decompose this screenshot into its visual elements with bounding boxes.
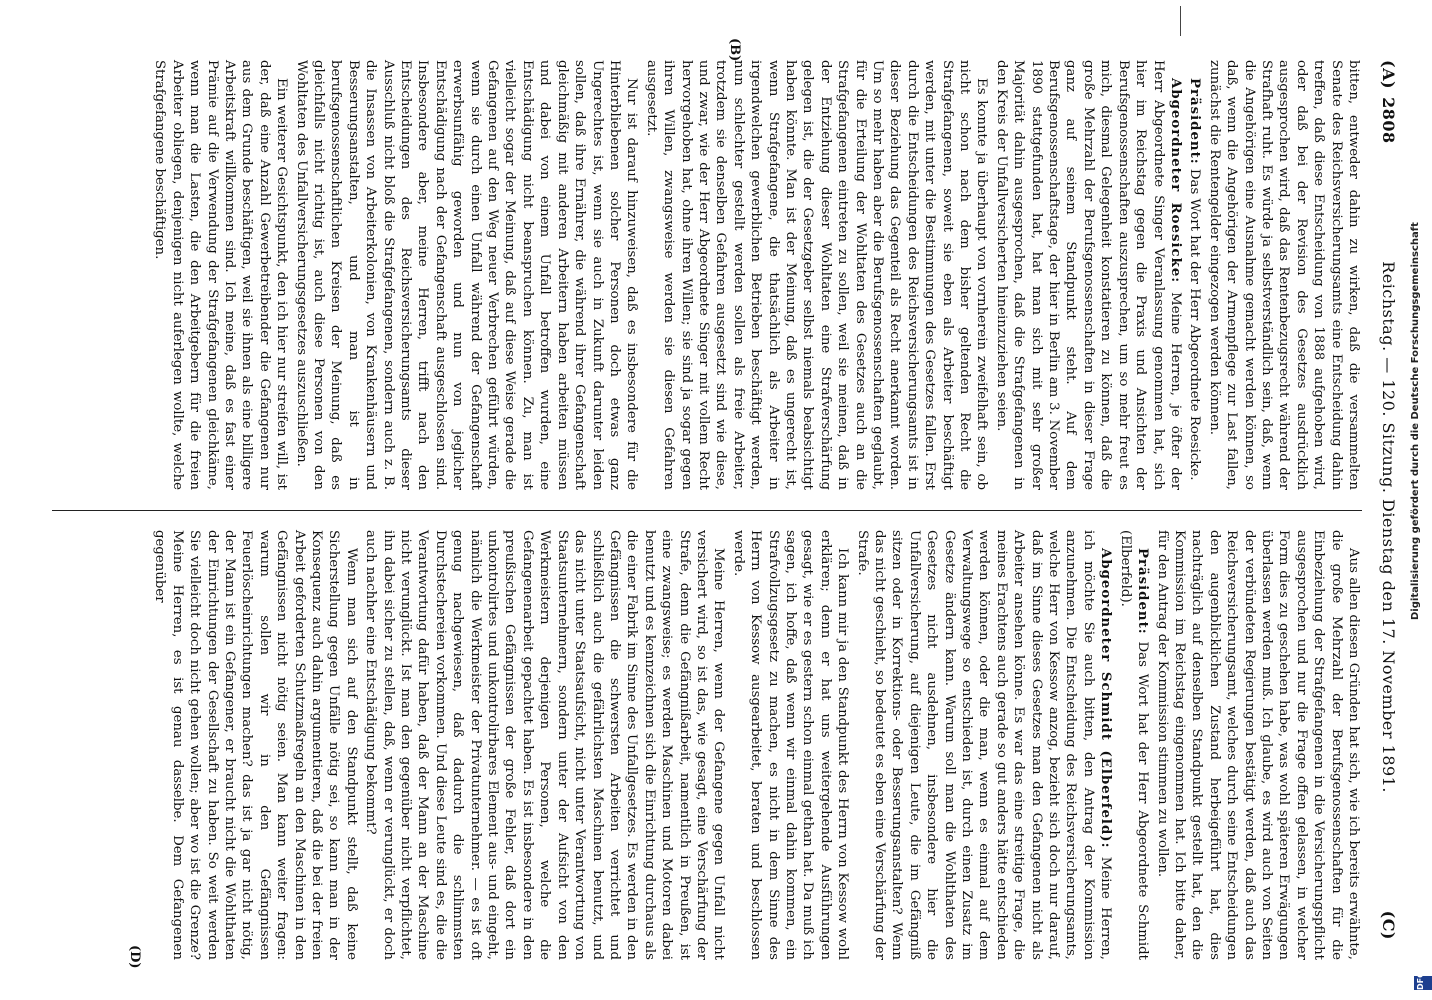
speaker-name: Abgeordneter Schmidt (Elberfeld): [1098, 548, 1114, 849]
paragraph-text: Aus allen diesen Gründen hat sich, wie ich bereits erwähnte, die große Mehrzahl der Berufsgenossenschaften für die Einbeziehung der Strafgefangenen in die Versicherungspflicht ausgesprochen und nur die Frage offen gelassen, in welcher Form dies zu geschehen habe, was wohl späteren Erwägungen überlassen werden muß. Ich glaube, es wird auch von Seiten der verbündeten Regierungen bestätigt werden, daß auch das Reichsversicherungsamt, welches durch seine Entscheidungen den augenblicklichen Zustand herbeigeführt hat, dies nachträglich auf denselben Standpunkt gestellt hat, den die Kommission im Reichstag eingenommen hat. Ich bitte daher, für den Antrag der Kommission stimmen zu wollen. [1154, 530, 1361, 960]
paragraph-text: bitten, entweder dahin zu wirken, daß die versammelten Senate des Reichsversicherungsamts eine Entscheidung dahin treffen, daß diese Entscheidung von 1888 aufgehoben wird, oder daß bei der Revision des Gesetzes ausdrücklich ausgesprochen wird, daß das Rentenbezugsrecht während der Strafhaft ruht. Es würde ja selbstverständlich sein, daß, wenn die Angehörigen eine Ausnahme gemacht werden können, so daß, wenn die Angehörigen der Armenpflege zur Last fallen, zunächst die Rentengelder eingezogen werden können. [1206, 60, 1361, 490]
right-column-paragraph [1116, 530, 1151, 960]
paragraph-text: Nur ist darauf hinzuweisen, daß es insbesondere für die Hinterbliebenen solcher Personen doch etwas ganz Ungerechtes ist, wenn sie auch in Zukunft darunter leiden sollen, daß ihre Ernährer, die während ihrer Gefangenschaft gleichmäßig mit anderen Arbeitern haben arbeiten müssen und dabei von einem Unfall betroffen wurden, eine Entschädigung nicht beanspruchen können. Zu, man ist vielleicht sogar der Meinung, daß auf diese Weise gerade die Gefangenen auf den Weg neuer Verbrechen geführt würden, wenn sie durch einen Unfall während der Gefangenschaft erwerbsunfähig geworden und nun von jeglicher Entschädigung nach der Gefangenschaft ausgeschlossen sind. Insbesondere aber, meine Herren, trifft nach den Entscheidungen des Reichsversicherungsamts dieser Ausschluß nicht bloß die Strafgefangenen, sondern auch z. B. die Insassen von Arbeiterkolonien, von Krankenhäusern und Besserungsanstalten, und man ist in berufsgenossenschaftlichen Kreisen der Meinung, daß es gleichfalls nicht richtig ist, auch diese Personen von den Wohltaten des Unfallversicherungsgesetzes auszuschließen. [293, 60, 640, 490]
right-column-paragraph [362, 530, 728, 960]
left-column-paragraph [292, 60, 640, 490]
right-text-column [149, 530, 1362, 960]
column-divider [52, 510, 1362, 511]
left-text-column [149, 60, 1362, 490]
speaker-name: Präsident: [1187, 78, 1203, 165]
paragraph-text: Das Wort hat der Herr Abgeordnete Roesicke. [1187, 164, 1203, 481]
left-column-paragraph [151, 60, 290, 490]
paragraph-text: Wenn man sich auf den Standpunkt stellt, daß keine Sicherstellung gegen Unfälle nötig sei, so kann man in der Konsequenz auch dahin argumentieren, daß die bei der freien Arbeit geforderten Schutzmaßregeln an den Maschinen in den Gefängnissen nicht nötig seien. Man kann weiter fragen: warum sollen wir in den Gefängnissen Feuerlöscheinrichtungen machen? das ist ja gar nicht nötig, der Mann ist ein Gefangener, er braucht nicht die Wohlthaten der Einrichtungen der Gesellschaft zu haben. So weit werden Sie vielleicht doch nicht gehen wollen; aber wo ist die Grenze? Meine Herren, es ist genau dasselbe. Dem Gefangenen gegenüber [152, 530, 359, 960]
right-column-paragraph [853, 530, 1114, 960]
running-title: Reichstag. — 120. Sitzung. Dienstag den 17. November 1891. [1379, 261, 1399, 793]
margin-mark-b: (B) [727, 38, 742, 62]
margin-mark-d: (D) [127, 945, 142, 969]
dfg-logo: DFG [1414, 976, 1432, 990]
speaker-name: Abgeordneter Roesicke: [1167, 78, 1183, 284]
left-column-paragraph [992, 60, 1183, 490]
paragraph-text: Ein weiterer Gesichtspunkt, den ich hier nur streifen will, ist der, daß eine Anzahl Gewerbetreibender die Gefangenen nur aus dem Grunde beschäftigen, weil sie ihnen als eine billigere Arbeitskraft willkommen sind. Ich meine, daß es fast einer Prämie auf die Verwendung der Strafgefangenen gleichkäme, wenn man die Lasten, die den Arbeitgebern für die freien Arbeiter obliegen, denjenigen nicht auferlegen wollte, welche Strafgefangene beschäftigen. [152, 60, 290, 490]
right-column-paragraph [729, 530, 851, 960]
header-right-mark: (C) [1379, 910, 1399, 940]
left-column-paragraph [642, 60, 990, 490]
paragraph-text: Meine Herren, ich möchte Sie auch bitten, den Antrag der Kommission anzunehmen. Die Entscheidung des Reichsversicherungsamts, welche Herr von Kessow anzog, bezieht sich doch nur darauf, daß im Sinne dieses Gesetzes man den Gefangenen nicht als Arbeiter ansehen könne. Es war das eine streitige Frage, die meines Erachtens auch gerade so gut anders hätte entschieden werden können, oder die man, wenn es einmal auf dem Verwaltungswege so entschieden ist, durch einen Zusatz im Gesetze ändern kann. Warum soll man die Wohlthaten des Gesetzes nicht ausdehnen, insbesondere hier die Unfallversicherung, auf diejenigen Leute, die im Gefängniß sitzen oder in Korrektions- oder Besserungsanstalten? Wenn das nicht geschieht, so bedeutet es eben eine Verschärfung der Strafe. [854, 530, 1114, 960]
paragraph-text: Das Wort hat der Herr Abgeordnete Schmidt (Elberfeld). [1117, 530, 1151, 960]
paragraph-text: Es konnte ja überhaupt von vornherein zweifelhaft sein, ob nicht schon nach dem bisher geltenden Recht die Strafgefangenen, soweit sie eben als Arbeiter beschäftigt werden, mit unter die Bestimmungen des Gesetzes fallen. Erst durch die Entscheidungen des Reichsversicherungsamts ist in dieser Beziehung das Gegenteil als Recht anerkannt worden. Um so mehr haben aber die Berufsgenossenschaften geglaubt, für die Erteilung der Wohltaten des Gesetzes auch an die Strafgefangenen eintreten zu sollen, weil sie meinen, daß in der Entziehung dieser Wohltaten eine Strafverschärfung gelegen ist, die der Gesetzgeber selbst niemals beabsichtigt haben könnte. Man ist der Meinung, daß es ungerecht ist, wenn Strafgefangene, die thatsächlich als Arbeiter in irgendwelchen gewerblichen Betrieben beschäftigt werden, nun schlechter gestellt werden sollen als freie Arbeiter, trotzdem sie denselben Gefahren ausgesetzt sind wie diese, und zwar, wie der Herr Abgeordnete Singer mit vollem Recht hervorgehoben hat, ohne ihren Willen; sie sind ja sogar gegen ihren Willen, zwangsweise werden sie diesen Gefahren ausgesetzt. [643, 60, 990, 490]
right-column-paragraph [1153, 530, 1362, 960]
page-number: 2808 [1379, 97, 1399, 144]
paragraph-text: Meine Herren, wenn der Gefangene gegen Unfall nicht versichert wird, so ist das, wie gesagt, eine Verschärfung der Strafe, denn die Gefängnißarbeit, namentlich in Preußen, ist eine zwangsweise; es werden Maschinen und Motoren dabei benutzt und es kennzeichnen sich die Einrichtung durchaus als die einer Fabrik im Sinne des Unfallgesetzes. Es werden in den Gefängnissen die schwersten Arbeiten verrichtet und schließlich auch die gefährlichsten Maschinen benutzt, und das nicht unter Staatsaufsicht, nicht unter Verantwortung von Staatsunternehmern, sondern unter der Aufsicht von den Werkmeistern derjenigen Personen, welche die Gefangenenarbeit gepachtet haben. Es ist insbesondere in den preußischen Gefängnissen der große Fehler, daß dort ein unkontrolirtes und unkontrolirbares Element aus- und eingeht, nämlich die Werkmeister der Privatunternehmer. — es ist oft genug nachgewiesen, daß dadurch die schlimmsten Durchstechereien vorkommen. Und diese Leute sind es, die die Verantwortung dafür haben, daß der Mann an der Maschine nicht verunglückt. Ist man den gegenüber nicht verpflichtet, ihn dabei sicher zu stellen, daß, wenn er verunglückt, er doch auch nachher eine Entschädigung bekommt? [363, 530, 727, 960]
speaker-name: Präsident: [1135, 548, 1151, 635]
header-left-mark: (A) [1379, 60, 1399, 90]
digitization-credit: Digitalisierung gefördert durch die Deutsche Forschungsgemeinschaft [1410, 222, 1421, 620]
left-column-paragraph [1186, 60, 1203, 490]
right-column-paragraph [151, 530, 360, 960]
left-column-paragraph [1205, 60, 1362, 490]
paragraph-text: Ich kann mir ja den Standpunkt des Herrn von Kessow wohl erklären; denn er hat uns weitergehende Ausführungen gesagt, wie er es gestern schon einmal gethan hat. Da muß ich sagen, ich hoffe, daß wenn wir einmal dahin kommen, ein Strafvollzugsgesetz zu machen, es nicht in dem Sinne des Herrn von Kessow ausgearbeitet, beraten und beschlossen werde. [730, 530, 851, 960]
paragraph-text: Meine Herren, je öfter der Herr Abgeordnete Singer Veranlassung genommen hat, sich hier im Reichstag gegen die Praxis und Ansichten der Berufsgenossenschaften auszusprechen, um so mehr freut es mich, diesmal Gelegenheit konstatieren zu können, daß die große Mehrzahl der Berufsgenossenschaften in dieser Frage ganz auf seinem Standpunkt steht. Auf dem Berufsgenossenschaftstage, der hier in Berlin am 3. November 1890 stattgefunden hat, hat man sich mit sehr großer Majorität dahin ausgesprochen, daß die Strafgefangenen in den Kreis der Unfallversicherten hineinzuziehen seien. [993, 60, 1183, 490]
page-header [1376, 60, 1402, 940]
